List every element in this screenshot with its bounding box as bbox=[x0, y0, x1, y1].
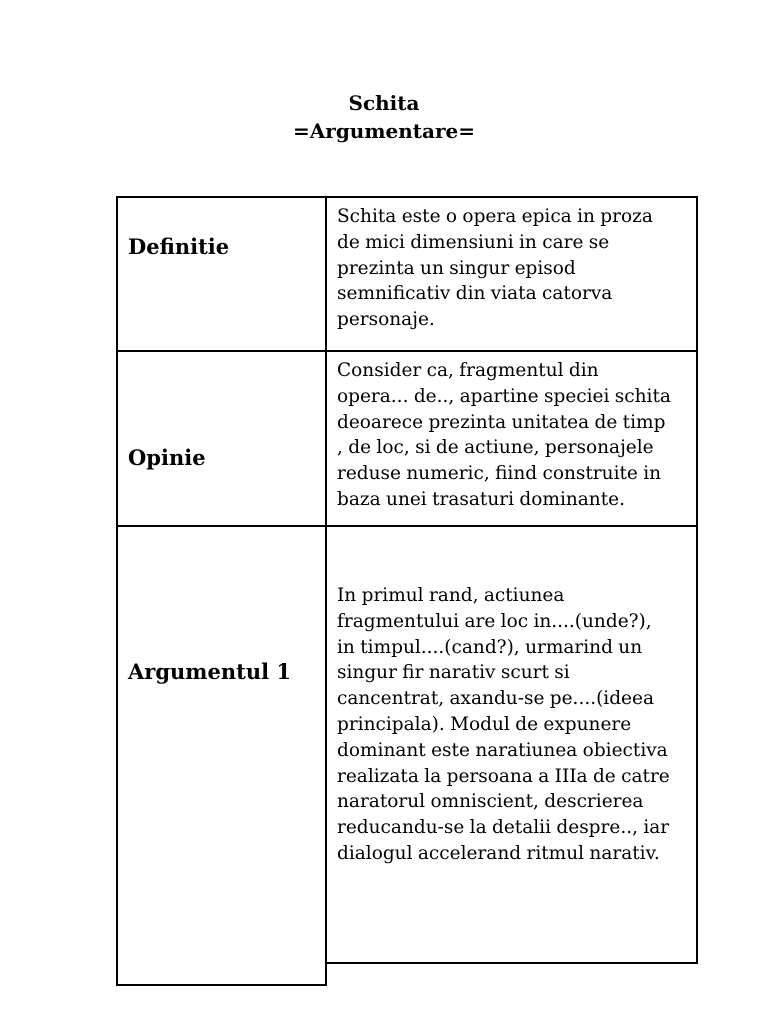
table-row-text-cell bbox=[325, 350, 698, 527]
document-subtitle: =Argumentare= bbox=[293, 119, 475, 143]
table-row-label-cell bbox=[116, 350, 327, 527]
text-line: principala). Modul de expunere bbox=[337, 713, 632, 735]
text-line: reduse numeric, fiind construite in bbox=[337, 463, 662, 485]
text-line: In primul rand, actiunea bbox=[337, 585, 565, 606]
text-line: naratorul omniscient, descrierea bbox=[337, 791, 644, 813]
text-line: Schita este o opera epica in proza bbox=[337, 206, 653, 227]
text-line: Consider ca, fragmentul din bbox=[337, 360, 599, 381]
text-line: in timpul....(cand?), urmarind un bbox=[337, 636, 643, 658]
text-line: baza unei trasaturi dominante. bbox=[337, 488, 625, 510]
text-line: deoarece prezinta unitatea de timp bbox=[337, 411, 666, 433]
text-line: reducandu-se la detalii despre.., iar bbox=[337, 817, 670, 839]
row-label: Argumentul 1 bbox=[128, 659, 292, 684]
text-line: prezinta un singur episod bbox=[337, 257, 576, 279]
text-line: dialogul accelerand ritmul narativ. bbox=[337, 842, 660, 864]
text-line: , de loc, si de actiune, personajele bbox=[337, 437, 654, 459]
table-row-text-cell bbox=[325, 196, 698, 352]
row-text bbox=[337, 583, 688, 867]
text-line: dominant este naratiunea obiectiva bbox=[337, 739, 668, 761]
text-line: opera... de.., apartine speciei schita bbox=[337, 385, 671, 407]
table-row-label-cell bbox=[116, 525, 327, 986]
text-line: semnificativ din viata catorva bbox=[337, 283, 613, 305]
text-line: fragmentului are loc in....(unde?), bbox=[337, 610, 652, 632]
document-title: Schita bbox=[348, 91, 420, 115]
text-line: de mici dimensiuni in care se bbox=[337, 231, 610, 253]
row-text bbox=[337, 358, 688, 513]
table-row-text-cell bbox=[325, 525, 698, 964]
text-line: personaje. bbox=[337, 309, 435, 331]
row-text bbox=[337, 204, 688, 333]
row-label: Definitie bbox=[128, 234, 230, 259]
table-row-label-cell bbox=[116, 196, 327, 352]
text-line: realizata la persoana a IIIa de catre bbox=[337, 765, 670, 787]
text-line: singur fir narativ scurt si bbox=[337, 662, 570, 684]
text-line: cancentrat, axandu-se pe....(ideea bbox=[337, 688, 654, 710]
row-label: Opinie bbox=[128, 445, 206, 470]
